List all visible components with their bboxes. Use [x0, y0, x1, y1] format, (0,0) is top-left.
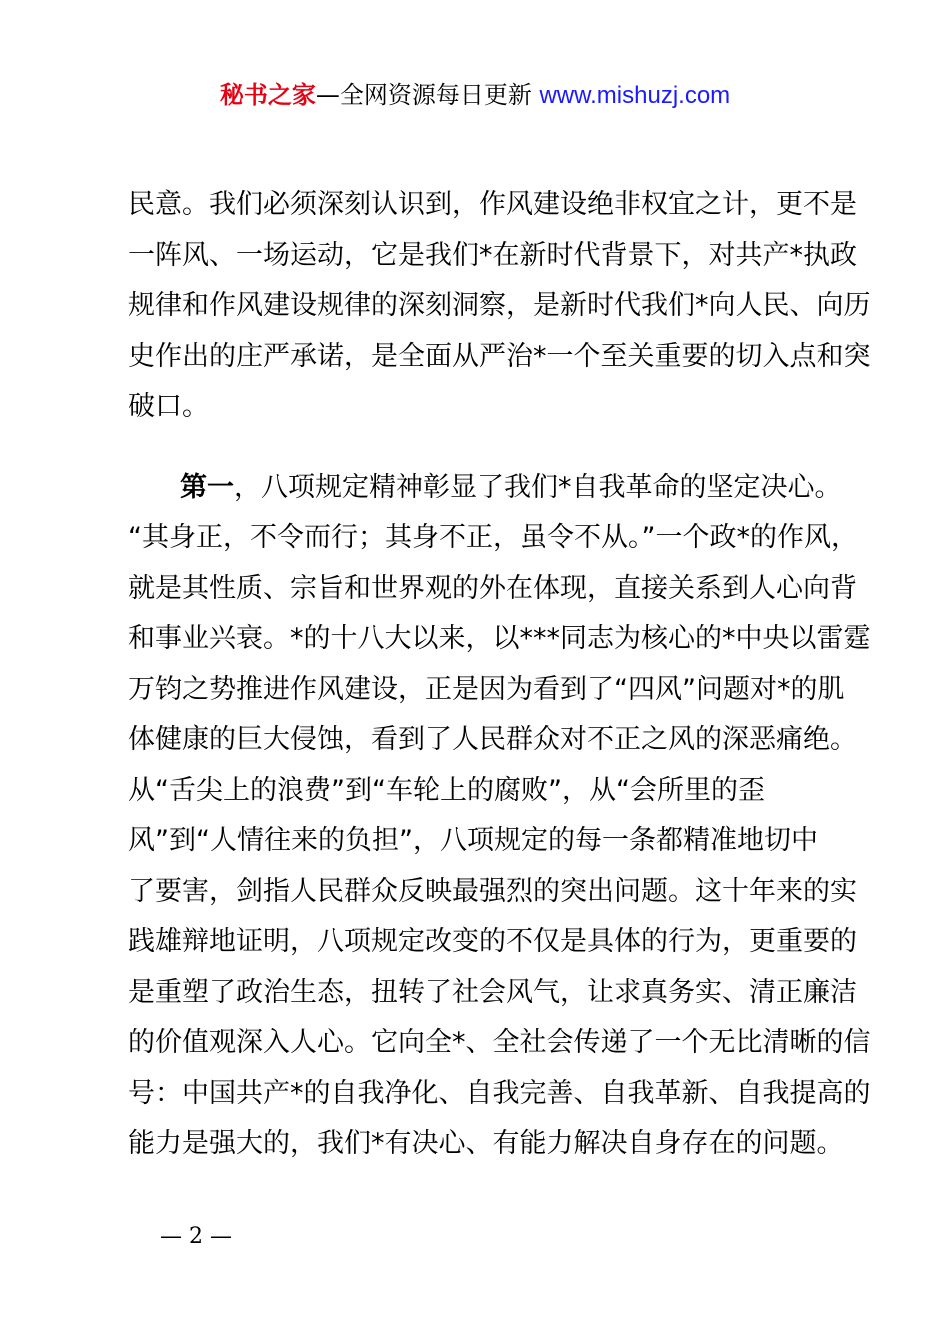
section-lead: 第一: [180, 471, 234, 503]
paragraph-line: 风”到“人情往来的负担”，八项规定的每一条都精准地切中: [128, 825, 818, 856]
paragraph-line: 了要害，剑指人民群众反映最强烈的突出问题。这十年来的实: [128, 875, 857, 907]
brand-name: 秘书之家: [219, 81, 316, 109]
header-slogan: —全网资源每日更新: [315, 81, 532, 109]
document-body: [128, 180, 871, 1170]
paragraph-gap: [128, 433, 838, 463]
site-url[interactable]: www.mishuzj.com: [539, 82, 731, 109]
paragraph-line: 能力是强大的，我们*有决心、有能力解决自身存在的问题。: [128, 1128, 844, 1159]
paragraph-line: 践雄辩地证明，八项规定改变的不仅是具体的行为，更重要的: [128, 926, 857, 957]
paragraph-line: 万钧之势推进作风建设，正是因为看到了“四风”问题对*的肌: [128, 673, 845, 705]
paragraph-line: 的价值观深入人心。它向全*、全社会传递了一个无比清晰的信: [128, 1027, 871, 1058]
paragraph-1: [128, 180, 871, 433]
paragraph-line: 和事业兴衰。*的十八大以来，以***同志为核心的*中央以雷霆: [128, 623, 871, 654]
paragraph-2: [128, 463, 871, 1170]
paragraph-first-line: [128, 463, 842, 514]
paragraph-line: 一阵风、一场运动，它是我们*在新时代背景下，对共产*执政: [128, 239, 857, 271]
paragraph-line: 号：中国共产*的自我净化、自我完善、自我革新、自我提高的: [128, 1077, 871, 1109]
paragraph-line: 破口。: [128, 391, 209, 422]
paragraph-line: “其身正，不令而行；其身不正，虽令不从。”一个政*的作风，: [128, 522, 858, 553]
section-lead-rest: ，八项规定精神彰显了我们*自我革命的坚定决心。: [234, 471, 842, 503]
paragraph-line: 史作出的庄严承诺，是全面从严治*一个至关重要的切入点和突: [128, 340, 871, 372]
paragraph-line: 规律和作风建设规律的深刻洞察，是新时代我们*向人民、向历: [128, 290, 871, 321]
paragraph-line: 体健康的巨大侵蚀，看到了人民群众对不正之风的深恶痛绝。: [128, 724, 857, 755]
paragraph-line: 民意。我们必须深刻认识到，作风建设绝非权宜之计，更不是: [128, 189, 857, 220]
paragraph-line: 从“舌尖上的浪费”到“车轮上的腐败”，从“会所里的歪: [128, 774, 765, 806]
paragraph-line: 是重塑了政治生态，扭转了社会风气，让求真务实、清正廉洁: [128, 976, 857, 1008]
site-header: [0, 78, 950, 113]
paragraph-line: 就是其性质、宗旨和世界观的外在体现，直接关系到人心向背: [128, 572, 857, 604]
page-number: — 2 —: [160, 1224, 232, 1249]
